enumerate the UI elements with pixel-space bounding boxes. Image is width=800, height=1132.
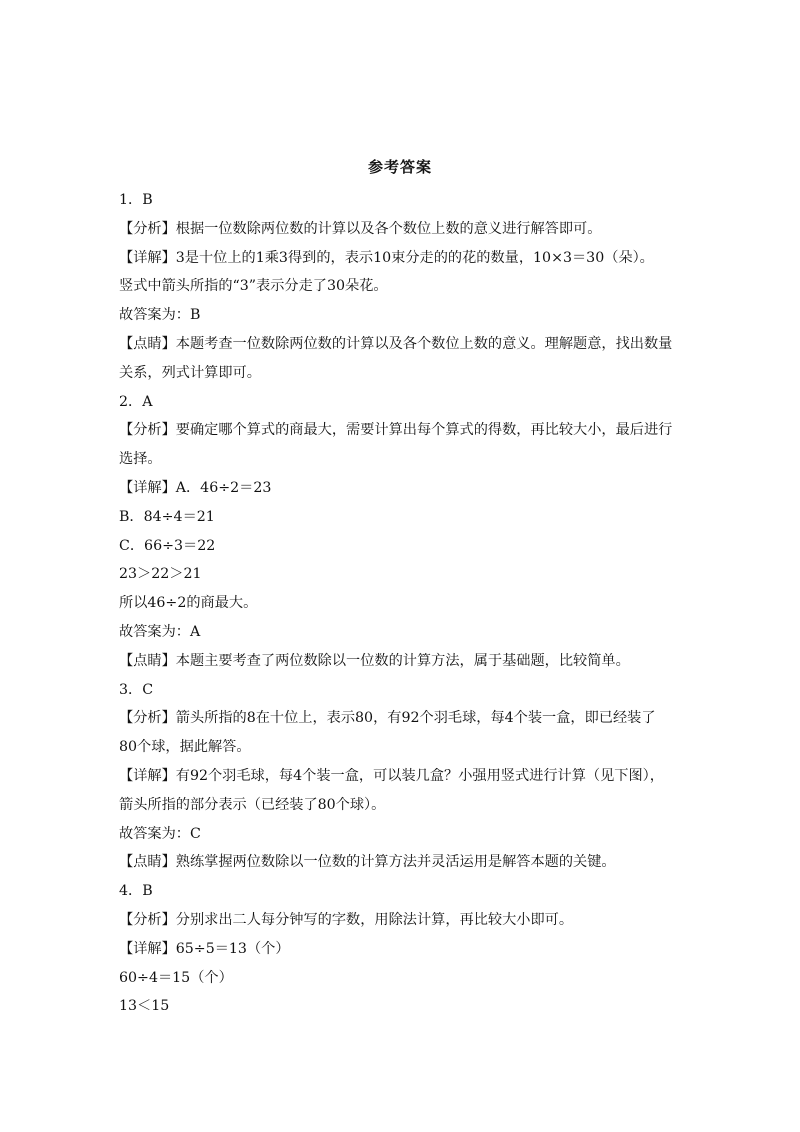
text-line: 2．A	[119, 393, 153, 410]
text-line: 【分析】根据一位数除两位数的计算以及各个数位上数的意义进行解答即可。	[119, 220, 602, 237]
text-line: B．84÷4＝21	[119, 508, 215, 525]
text-line: 【点睛】熟练掌握两位数除以一位数的计算方法并灵活运用是解答本题的关键。	[119, 854, 616, 871]
text-line: 所以46÷2的商最大。	[119, 595, 258, 612]
text-line: 【详解】65÷5＝13（个）	[119, 940, 290, 957]
text-line: 4．B	[119, 883, 153, 900]
text-line: 23＞22＞21	[119, 566, 202, 583]
text-line: 13＜15	[119, 998, 170, 1015]
text-line: 竖式中箭头所指的“3”表示分走了30朵花。	[119, 278, 388, 295]
text-line: 关系，列式计算即可。	[119, 364, 261, 381]
text-line: 【详解】A．46÷2＝23	[119, 479, 272, 496]
text-line: 3．C	[119, 681, 154, 698]
text-line: 【详解】3是十位上的1乘3得到的，表示10束分走的的花的数量，10×3＝30（朵）。	[119, 249, 654, 266]
text-line: C．66÷3＝22	[119, 537, 216, 554]
text-line: 80个球，据此解答。	[119, 739, 251, 756]
text-line: 【分析】箭头所指的8在十位上，表示80，有92个羽毛球，每4个装一盒，即已经装了	[119, 710, 656, 727]
answer-text-block	[119, 186, 689, 1021]
text-line: 【点睛】本题主要考查了两位数除以一位数的计算方法，属于基础题，比较简单。	[119, 652, 630, 669]
page-title: 参考答案	[367, 158, 432, 176]
text-line: 【分析】要确定哪个算式的商最大，需要计算出每个算式的得数，再比较大小，最后进行	[119, 422, 673, 439]
text-line: 选择。	[119, 451, 162, 468]
text-line: 【点睛】本题考查一位数除两位数的计算以及各个数位上数的意义。理解题意，找出数量	[119, 335, 673, 352]
text-line: 故答案为：B	[119, 307, 201, 324]
text-line: 故答案为：C	[119, 825, 201, 842]
text-line: 箭头所指的部分表示（已经装了80个球）。	[119, 796, 386, 813]
text-line: 【详解】有92个羽毛球，每4个装一盒，可以装几盒？小强用竖式进行计算（见下图），	[119, 767, 664, 784]
text-line: 1．B	[119, 192, 153, 208]
text-line: 【分析】分别求出二人每分钟写的字数，用除法计算，再比较大小即可。	[119, 911, 574, 928]
text-line: 60÷4＝15（个）	[119, 969, 233, 986]
text-line: 故答案为：A	[119, 623, 201, 640]
